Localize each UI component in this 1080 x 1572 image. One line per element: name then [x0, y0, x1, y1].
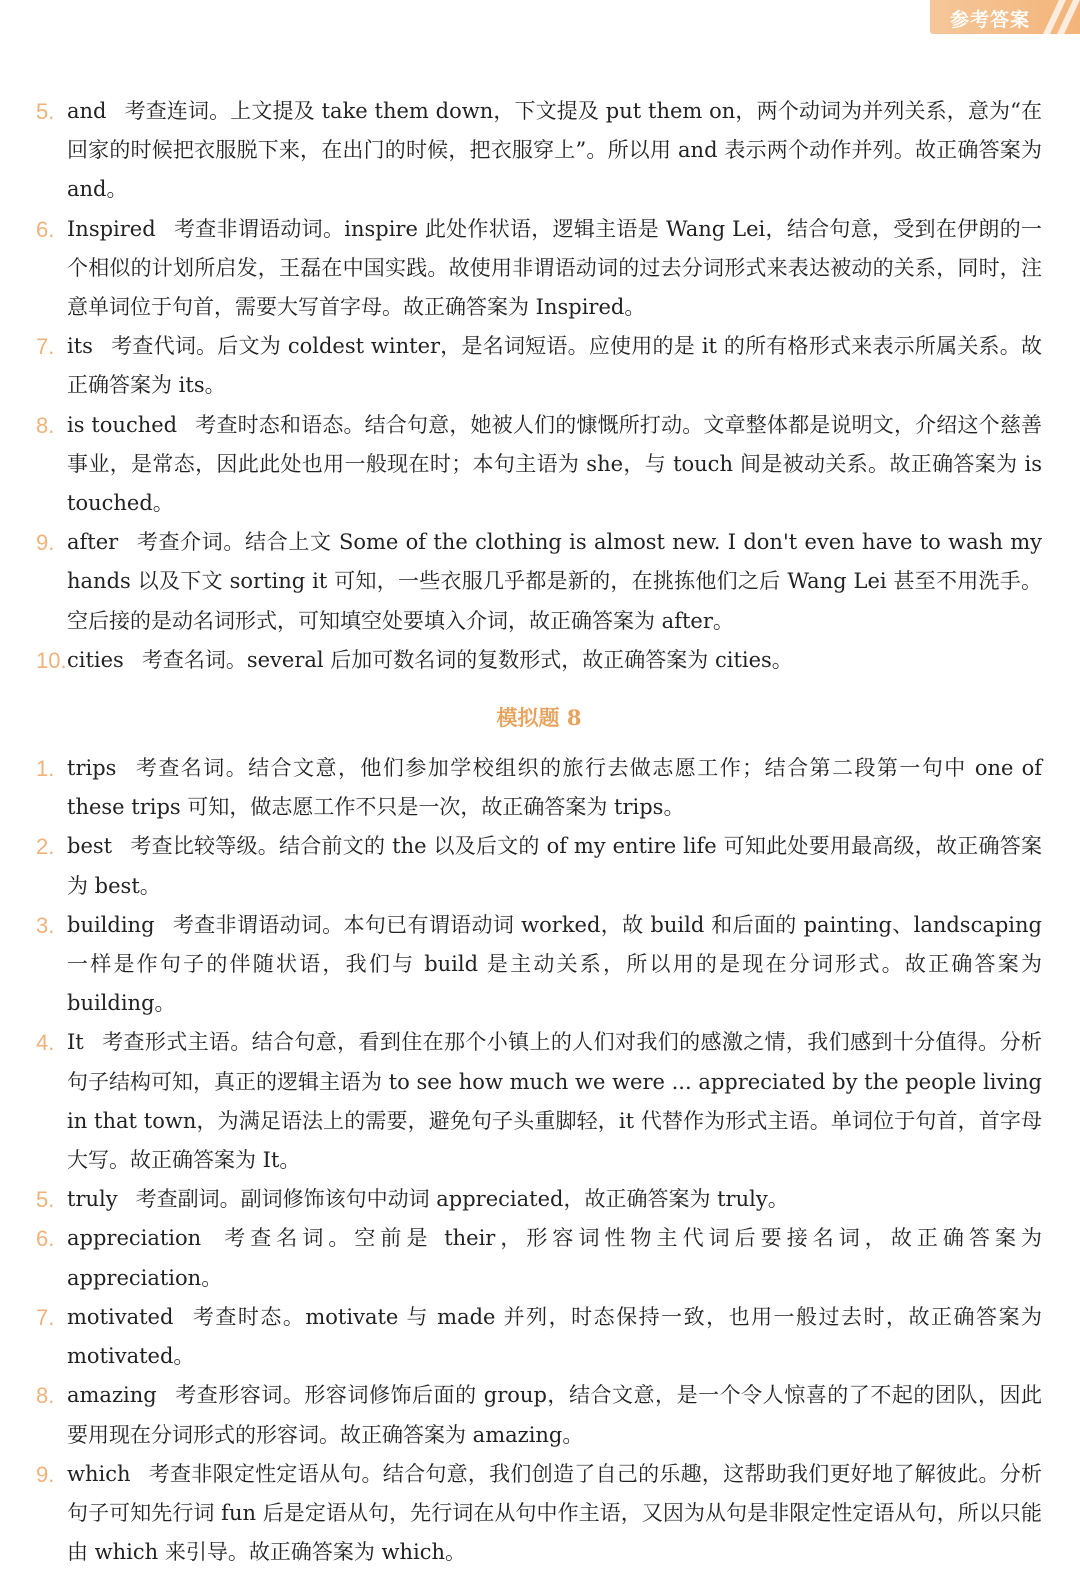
item-explanation: 考查名词。several 后加可数名词的复数形式，故正确答案为 cities。	[141, 647, 793, 672]
item-number: 7.	[36, 334, 55, 360]
item-number: 2.	[36, 834, 55, 860]
item-explanation: 考查名词。结合文意，他们参加学校组织的旅行去做志愿工作；结合第二段第一句中 one of these trips 可知，做志愿工作不只是一次，故正确答案为 trips。	[67, 756, 1042, 820]
item-answer: which	[67, 1461, 131, 1486]
item-answer: It	[67, 1030, 84, 1055]
item-number: 6.	[36, 216, 55, 242]
item-number: 4.	[36, 1030, 55, 1056]
answer-item	[36, 906, 1042, 1024]
item-number: 10.	[36, 647, 67, 673]
item-answer: is touched	[67, 412, 178, 437]
item-answer: building	[67, 912, 155, 937]
item-explanation: 考查连词。上文提及 take them down，下文提及 put them on，两个动词为并列关系，意为“在回家的时候把衣服脱下来，在出门的时候，把衣服穿上”。所以用 and 表示两个动作并列。故正确答案为 and。	[67, 99, 1042, 202]
answer-content	[36, 92, 1042, 1572]
answer-item	[36, 1298, 1042, 1376]
item-explanation: 考查时态和语态。结合句意，她被人们的慷慨所打动。文章整体都是说明文，介绍这个慈善事业，是常态，因此此处也用一般现在时；本句主语为 she，与 touch 间是被动关系。故正确答案为 is touched。	[67, 412, 1042, 516]
section-1-items	[36, 92, 1042, 680]
header-tab-label: 参考答案	[950, 9, 1031, 31]
answer-item	[36, 641, 1042, 680]
item-explanation: 考查介词。结合上文 Some of the clothing is almost new. I don't even have to wash my hands 以及下文 sorting it 可知，一些衣服几乎都是新的，在挑拣他们之后 Wang Lei 甚至不用洗手。空后接的是动名词形式，可知填空处要填入介词，故正确答案为 after。	[67, 530, 1042, 633]
item-number: 5.	[36, 99, 55, 124]
item-explanation: 考查非谓语动词。本句已有谓语动词 worked，故 build 和后面的 painting、landscaping 一样是作句子的伴随状语，我们与 build 是主动关系，所以用的是现在分词形式。故正确答案为 building。	[67, 912, 1042, 1016]
item-number: 3.	[36, 912, 55, 938]
item-number: 9.	[36, 530, 55, 556]
item-explanation: 考查非谓语动词。inspire 此处作状语，逻辑主语是 Wang Lei，结合句意，受到在伊朗的一个相似的计划所启发，王磊在中国实践。故使用非谓语动词的过去分词形式来表达被动的关系，同时，注意单词位于句首，需要大写首字母。故正确答案为 Inspired。	[67, 216, 1042, 320]
item-answer: truly	[67, 1187, 118, 1212]
item-number: 5.	[36, 1187, 55, 1213]
item-explanation: 考查形容词。形容词修饰后面的 group，结合文意，是一个令人惊喜的了不起的团队，因此要用现在分词形式的形容词。故正确答案为 amazing。	[67, 1383, 1042, 1447]
item-answer: Inspired	[67, 216, 156, 241]
item-answer: trips	[67, 756, 117, 781]
answer-item	[36, 1455, 1042, 1572]
answer-item	[36, 1219, 1042, 1297]
item-explanation: 考查代词。后文为 coldest winter，是名词短语。应使用的是 it 的所有格形式来表示所属关系。故正确答案为 its。	[67, 334, 1042, 398]
item-number: 8.	[36, 1383, 55, 1409]
answer-item	[36, 1180, 1042, 1219]
item-number: 1.	[36, 756, 55, 782]
answer-item	[36, 406, 1042, 524]
item-number: 9.	[36, 1461, 55, 1487]
answer-item	[36, 327, 1042, 405]
item-answer: after	[67, 530, 119, 555]
section-title: 模拟题 8	[496, 705, 582, 731]
item-number: 7.	[36, 1304, 55, 1330]
answer-item	[36, 749, 1042, 827]
answer-item	[36, 1023, 1042, 1180]
item-answer: its	[67, 334, 93, 359]
header-tab	[930, 0, 1080, 34]
answer-item	[36, 827, 1042, 905]
item-number: 8.	[36, 412, 55, 438]
item-explanation: 考查比较等级。结合前文的 the 以及后文的 of my entire life 可知此处要用最高级，故正确答案为 best。	[67, 834, 1042, 898]
item-explanation: 考查形式主语。结合句意，看到住在那个小镇上的人们对我们的感激之情，我们感到十分值得。分析句子结构可知，真正的逻辑主语为 to see how much we were ... appreciated by the people living in that town，为满足语法上的需要，避免句子头重脚轻，it 代替作为形式主语。单词位于句首，首字母大写。故正确答案为 It。	[67, 1030, 1042, 1173]
item-answer: and	[67, 99, 107, 123]
item-answer: motivated	[67, 1304, 174, 1329]
answer-item	[36, 92, 1042, 210]
item-answer: cities	[67, 647, 124, 672]
answer-item	[36, 210, 1042, 328]
item-answer: amazing	[67, 1383, 157, 1408]
item-explanation: 考查非限定性定语从句。结合句意，我们创造了自己的乐趣，这帮助我们更好地了解彼此。分析句子可知先行词 fun 后是定语从句，先行词在从句中作主语，又因为从句是非限定性定语从句，所以只能由 which 来引导。故正确答案为 which。	[67, 1461, 1042, 1565]
item-explanation: 考查时态。motivate 与 made 并列，时态保持一致，也用一般过去时，故正确答案为 motivated。	[67, 1304, 1042, 1369]
item-answer: appreciation	[67, 1226, 202, 1251]
item-explanation: 考查名词。空前是 their，形容词性物主代词后要接名词，故正确答案为 appreciation。	[67, 1226, 1042, 1290]
item-number: 6.	[36, 1226, 55, 1252]
section-2-items	[36, 749, 1042, 1572]
answer-item	[36, 523, 1042, 641]
item-explanation: 考查副词。副词修饰该句中动词 appreciated，故正确答案为 truly。	[135, 1187, 789, 1212]
item-answer: best	[67, 834, 113, 859]
answer-item	[36, 1376, 1042, 1454]
